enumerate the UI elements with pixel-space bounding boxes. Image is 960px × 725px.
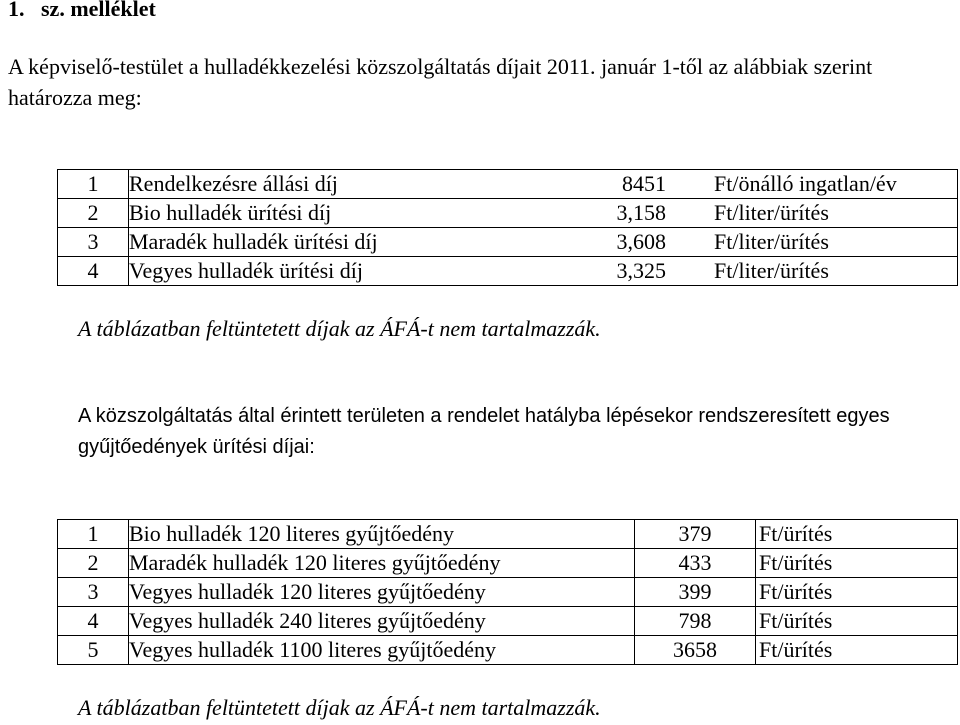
table-row <box>58 228 958 257</box>
fee-value: 433 <box>635 549 756 578</box>
intro-paragraph: A képviselő-testület a hulladékkezelési közszolgáltatás díjait 2011. január 1-től az alábbiak szerint határozza meg: <box>8 54 873 110</box>
fee-name: Maradék hulladék ürítési díj <box>129 228 490 257</box>
fee-value: 8451 <box>489 170 676 199</box>
row-number: 2 <box>58 199 129 228</box>
fee-value: 3658 <box>635 636 756 665</box>
fee-value: 399 <box>635 578 756 607</box>
fee-value: 379 <box>635 520 756 549</box>
table-row <box>58 549 958 578</box>
fee-name: Vegyes hulladék ürítési díj <box>129 257 490 286</box>
fee-unit: Ft/ürítés <box>756 549 958 578</box>
fee-table-2 <box>57 519 958 665</box>
row-number: 1 <box>58 170 129 199</box>
fee-unit: Ft/liter/ürítés <box>676 199 958 228</box>
row-number: 4 <box>58 257 129 286</box>
fee-unit: Ft/liter/ürítés <box>676 228 958 257</box>
row-number: 5 <box>58 636 129 665</box>
table-row <box>58 199 958 228</box>
fee-unit: Ft/ürítés <box>756 636 958 665</box>
fee-unit: Ft/önálló ingatlan/év <box>676 170 958 199</box>
fee-unit: Ft/liter/ürítés <box>676 257 958 286</box>
table-row <box>58 257 958 286</box>
fee-table-1 <box>57 169 958 286</box>
fee-name: Bio hulladék ürítési díj <box>129 199 490 228</box>
annex-heading: 1. sz. melléklet <box>8 0 156 21</box>
fee-value: 798 <box>635 607 756 636</box>
vat-note-1: A táblázatban feltüntetett díjak az ÁFÁ-t nem tartalmazzák. <box>78 316 601 341</box>
row-number: 3 <box>58 578 129 607</box>
fee-name: Vegyes hulladék 120 literes gyűjtőedény <box>129 578 635 607</box>
fee-name: Bio hulladék 120 literes gyűjtőedény <box>129 520 635 549</box>
fee-name: Rendelkezésre állási díj <box>129 170 490 199</box>
table-row <box>58 607 958 636</box>
fee-unit: Ft/ürítés <box>756 520 958 549</box>
fee-table-2-body <box>58 520 958 665</box>
table-row <box>58 170 958 199</box>
fee-name: Maradék hulladék 120 literes gyűjtőedény <box>129 549 635 578</box>
table-row <box>58 578 958 607</box>
row-number: 1 <box>58 520 129 549</box>
row-number: 4 <box>58 607 129 636</box>
fee-value: 3,608 <box>489 228 676 257</box>
row-number: 2 <box>58 549 129 578</box>
fee-value: 3,158 <box>489 199 676 228</box>
fee-name: Vegyes hulladék 240 literes gyűjtőedény <box>129 607 635 636</box>
row-number: 3 <box>58 228 129 257</box>
fee-unit: Ft/ürítés <box>756 578 958 607</box>
fee-table-1-body <box>58 170 958 286</box>
container-fees-paragraph: A közszolgáltatás által érintett területen a rendelet hatályba lépésekor rendszeresített egyes gyűjtőedények ürítési díjai: <box>78 405 890 458</box>
fee-name: Vegyes hulladék 1100 literes gyűjtőedény <box>129 636 635 665</box>
fee-value: 3,325 <box>489 257 676 286</box>
vat-note-2: A táblázatban feltüntetett díjak az ÁFÁ-t nem tartalmazzák. <box>78 695 601 720</box>
table-row <box>58 520 958 549</box>
fee-unit: Ft/ürítés <box>756 607 958 636</box>
table-row <box>58 636 958 665</box>
